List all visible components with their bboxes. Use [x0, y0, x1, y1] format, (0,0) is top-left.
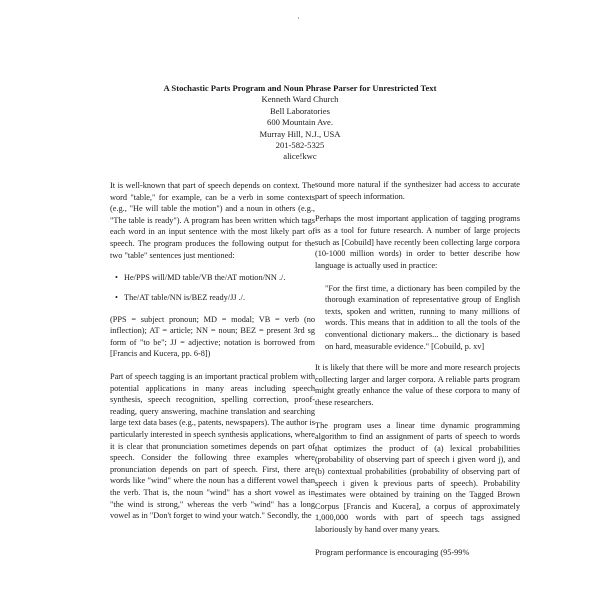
phone-number: 201-582-5325 — [275, 140, 325, 151]
affiliation: Bell Laboratories — [270, 105, 330, 116]
left-column — [110, 180, 315, 522]
address-line-2: Murray Hill, N.J., USA — [259, 128, 341, 139]
author-name: Kenneth Ward Church — [261, 94, 339, 105]
paragraph: It is likely that there will be more and more research projects collecting larger and larger corpora. A reliable parts program might greatly enhance the value of these corpora to many of these researchers. — [315, 363, 520, 407]
paragraph: The program uses a linear time dynamic programming algorithm to find an assignment of parts of speech to words that optimizes the product of (a) lexical probabilities (probability of observing part of speech i given word j), and (b) contextual probabilities (probability of observing part of speech i given k previous parts of speech). Probability estimates were obtained by training on the Tagged Brown Corpus [Francis and Kucera], a corpus of approximately 1,000,000 words with part of speech tags assigned laboriously by hand over many years. — [315, 420, 520, 534]
list-item: • He/PPS will/MD table/VB the/AT motion/NN ./. — [124, 272, 315, 284]
list-item: • The/AT table/NN is/BEZ ready/JJ ./. — [124, 292, 315, 304]
paper-header — [100, 83, 500, 163]
paragraph: It is well-known that part of speech depends on context. The word "table," for example, can be a verb in some contexts (e.g., "He will table the motion") and a noun in others (e.g., "The table is ready"). A program has been written which tags each word in an input sentence with the most likely part of speech. The program produces the following output for the two "table" sentences just mentioned: — [110, 181, 315, 260]
right-column — [315, 179, 520, 558]
address-line-1: 600 Mountain Ave. — [267, 117, 333, 128]
paragraph: Program performance is encouraging (95-99% — [315, 547, 470, 557]
example-list — [110, 272, 315, 303]
block-quote: "For the first time, a dictionary has been compiled by the thorough examination of representative group of English texts, spoken and written, running to many millions of words. This means that in addition to all the tools of the conventional dictionary makers... the dictionary is based on hard, measurable evidence." [Cobuild, p. xv] — [325, 283, 520, 351]
paragraph: Perhaps the most important application of tagging programs is as a tool for future research. A number of large projects such as [Cobuild] have recently been collecting large corpora (10-1000 million words) in order to better describe how language is actually used in practice: — [315, 214, 520, 270]
paper-title: A Stochastic Parts Program and Noun Phrase Parser for Unrestricted Text — [163, 83, 437, 93]
paragraph: sound more natural if the synthesizer had access to accurate part of speech information. — [315, 180, 520, 201]
paragraph: Part of speech tagging is an important practical problem with potential applications in many areas including speech synthesis, speech recognition, spelling correction, proof-reading, query answering, machine translation and searching large text data bases (e.g., patents, newspapers). The author is particularly interested in speech synthesis applications, where it is clear that pronunciation sometimes depends on part of speech. Consider the following three examples where pronunciation depends on part of speech. First, there are words like "wind" where the noun has a different vowel than the verb. That is, the noun "wind" has a short vowel as in "the wind is strong," whereas the verb "wind" has a long vowel as in "Don't forget to wind your watch." Secondly, the — [110, 372, 315, 521]
email-address: alice!kwc — [283, 151, 317, 162]
paragraph: (PPS = subject pronoun; MD = modal; VB = verb (no inflection); AT = article; NN = noun; BEZ = present 3rd sg form of "to be"; JJ = adjective; notation is borrowed from [Francis and Kucera, pp. 6-8]) — [110, 314, 315, 359]
page-mark: · — [297, 14, 300, 23]
